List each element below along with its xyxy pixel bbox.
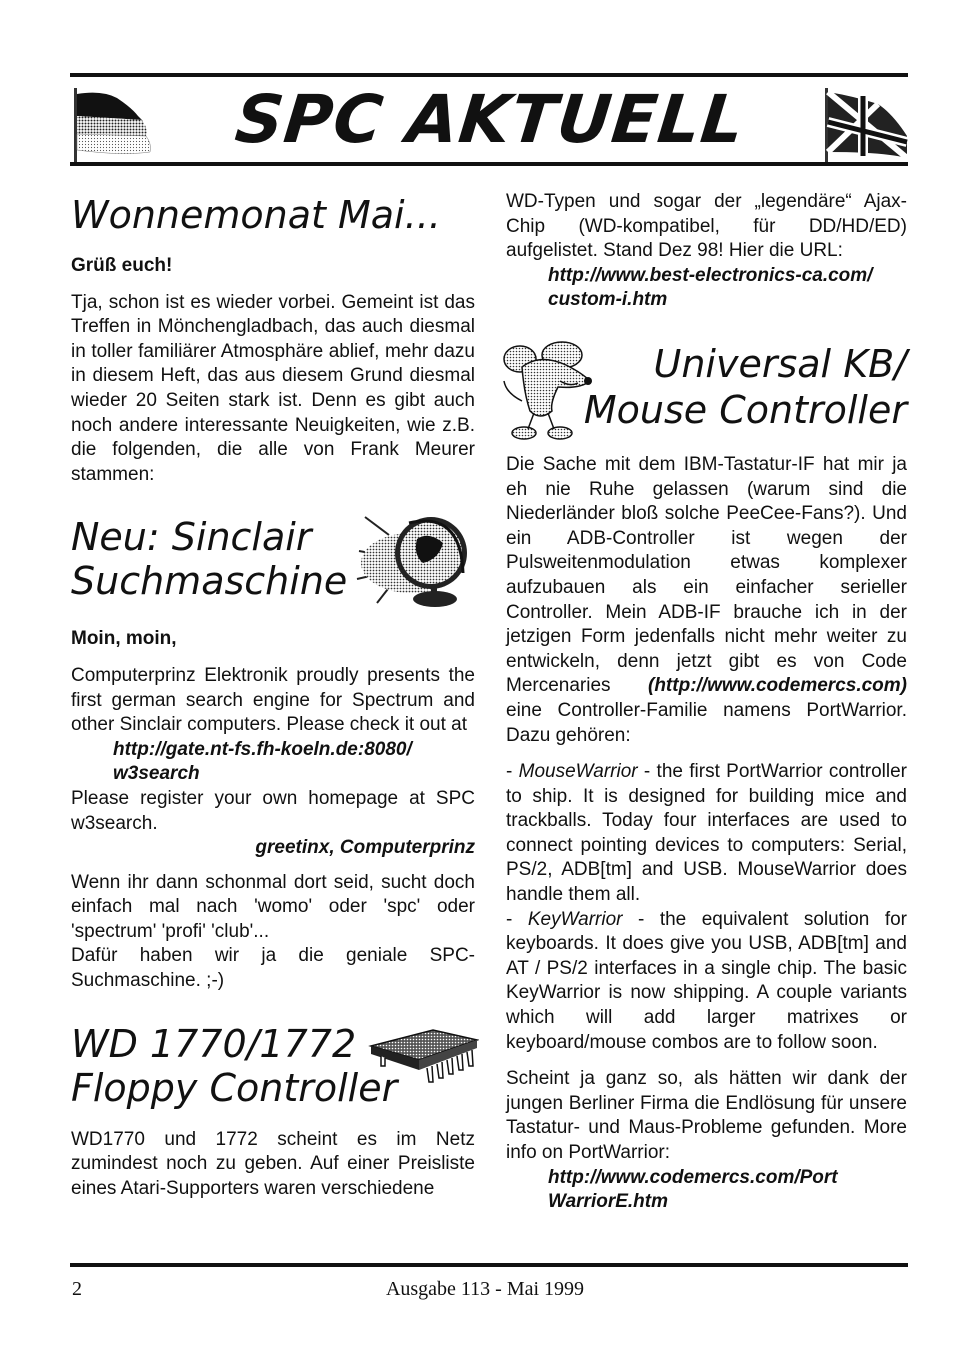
signature: greetinx, Computerprinz (255, 837, 475, 859)
greeting: Moin, moin, (71, 628, 177, 650)
article-header-sinclair (71, 515, 475, 615)
article-title-line2: Mouse Controller (583, 387, 907, 432)
german-flag-icon (72, 86, 154, 162)
product-name: KeyWarrior (527, 908, 623, 930)
inline-url[interactable]: (http://www.codemercs.com) (648, 675, 907, 697)
right-column (506, 190, 907, 1215)
article-body: WD1770 und 1772 scheint es im Netz zumindest noch zu geben. Auf einer Preisliste eines Atari-Supporters waren verschiedene (71, 1128, 475, 1199)
article-body-continued: WD-Typen und sogar der „legendäre“ Ajax-Chip (WD-kompatibel, für DD/HD/ED) aufgelistet. Stand Dez 98! Hier die URL: (506, 191, 907, 262)
url-link[interactable] (113, 738, 475, 787)
mouse-cartoon-icon (500, 341, 596, 441)
url-line: http://www.best-electronics-ca.com/ (548, 264, 873, 286)
url-line: http://www.codemercs.com/Port (548, 1166, 838, 1188)
masthead-title: SPC AKTUELL (231, 81, 749, 158)
article-header-universal (506, 341, 907, 441)
url-link[interactable] (548, 1166, 907, 1215)
article-title-line1: WD 1770/1772 (71, 1021, 357, 1066)
article-body (506, 453, 907, 748)
body-text: - the first PortWarrior controller to ship. It is designed for building mice and trackballs. Today four interfaces are used to connect pointing devices to computers: Serial, PS/2, ADB[tm] and USB. MouseWarrior does handle them all. (506, 761, 908, 906)
article-body: Dafür haben wir ja die geniale SPC-Suchmaschine. ;-) (71, 945, 475, 992)
article-title-wonnemonat: Wonnemonat Mai... (71, 193, 441, 237)
union-jack-flag-icon (823, 86, 909, 162)
url-line: WarriorE.htm (548, 1191, 669, 1213)
article-title-line2: Floppy Controller (71, 1065, 398, 1110)
product-name: MouseWarrior (518, 761, 638, 783)
left-column (71, 190, 475, 1201)
greeting: Grüß euch! (71, 255, 173, 276)
article-header-wd1770 (71, 1022, 475, 1116)
chip-icon (367, 1026, 479, 1086)
list-item-keywarrior: - KeyWarrior - the equivalent solution for keyboards. It does give you USB, ADB[tm] and AT / PS/2 interfaces in a single chip. The basic KeyWarrior is now shipping. A couple variants which will add larger matrixes or keyboard/mouse combos are to follow soon. (506, 908, 907, 1053)
url-line: custom-i.htm (548, 289, 668, 311)
page-number: 2 (72, 1278, 82, 1300)
url-line: w3search (113, 763, 200, 785)
masthead-bottom-rule (70, 162, 908, 166)
article-body: Computerprinz Elektronik proudly presents the first german search engine for Spectrum and other Sinclair computers. Please check it out at (71, 664, 475, 736)
footer-rule (70, 1263, 908, 1267)
body-text: Die Sache mit dem IBM-Tastatur-IF hat mir ja eh nie Ruhe gelassen (warum sind die Niederländer bloß solche PeeCee-Fans?). Und ein ADB-Controller ist wegen der Pulsweitenmodulation etwas komplexer aufzubauen als ein einfacher serieller Controller. Mein ADB-IF brauche ich in der jetzigen Form jedenfalls nicht mehr weiter zu entwickeln, denn jetzt gibt es von Code Mercenaries (506, 453, 907, 697)
article-body: Wenn ihr dann schonmal dort seid, sucht doch einfach mal nach 'womo' oder 'spc' oder 'spectrum' 'profi' 'club'... (71, 871, 475, 942)
article-title-line1: Universal KB/ (653, 341, 907, 386)
url-line: http://gate.nt-fs.fh-koeln.de:8080/ (113, 738, 412, 760)
issue-label: Ausgabe 113 - Mai 1999 (385, 1278, 585, 1300)
list-item-mousewarrior: - MouseWarrior - the first PortWarrior controller to ship. It is designed for building mice and trackballs. Today four interfaces are used to connect pointing devices to computers: Serial, PS/2, ADB[tm] and USB. MouseWarrior does handle them all. (506, 761, 908, 906)
body-text: - the equivalent solution for keyboards. It does give you USB, ADB[tm] and AT / PS/2 interfaces in a single chip. The basic KeyWarrior is now shipping. A couple variants which will add larger matrixes or keyboard/mouse combos are to follow soon. (506, 908, 907, 1053)
top-rule (70, 73, 908, 77)
globe-icon (351, 503, 475, 615)
url-link[interactable] (548, 264, 907, 313)
article-body: Please register your own homepage at SPC w3search. (71, 787, 475, 834)
article-body: Tja, schon ist es wieder vorbei. Gemeint ist das Treffen in Mönchengladbach, das auch diesmal in toller familiärer Atmosphäre ablief, mehr dazu in diesem Heft, das aus diesem Grund diesmal wieder 20 Seiten stark ist. Denn es gibt auch noch andere interessante Neuigkeiten, wie z.B. die folgenden, die alle von Frank Meurer stammen: (71, 291, 475, 485)
article-title-line1: Neu: Sinclair (71, 515, 312, 560)
body-text: eine Controller-Familie namens PortWarrior. Dazu gehören: (506, 699, 907, 746)
article-body: Scheint ja ganz so, als hätten wir dank der jungen Berliner Firma die Endlösung für unsere Tastatur- und Maus-Probleme gefunden. More info on PortWarrior: (506, 1068, 907, 1163)
article-title-line2: Suchmaschine (71, 559, 348, 604)
